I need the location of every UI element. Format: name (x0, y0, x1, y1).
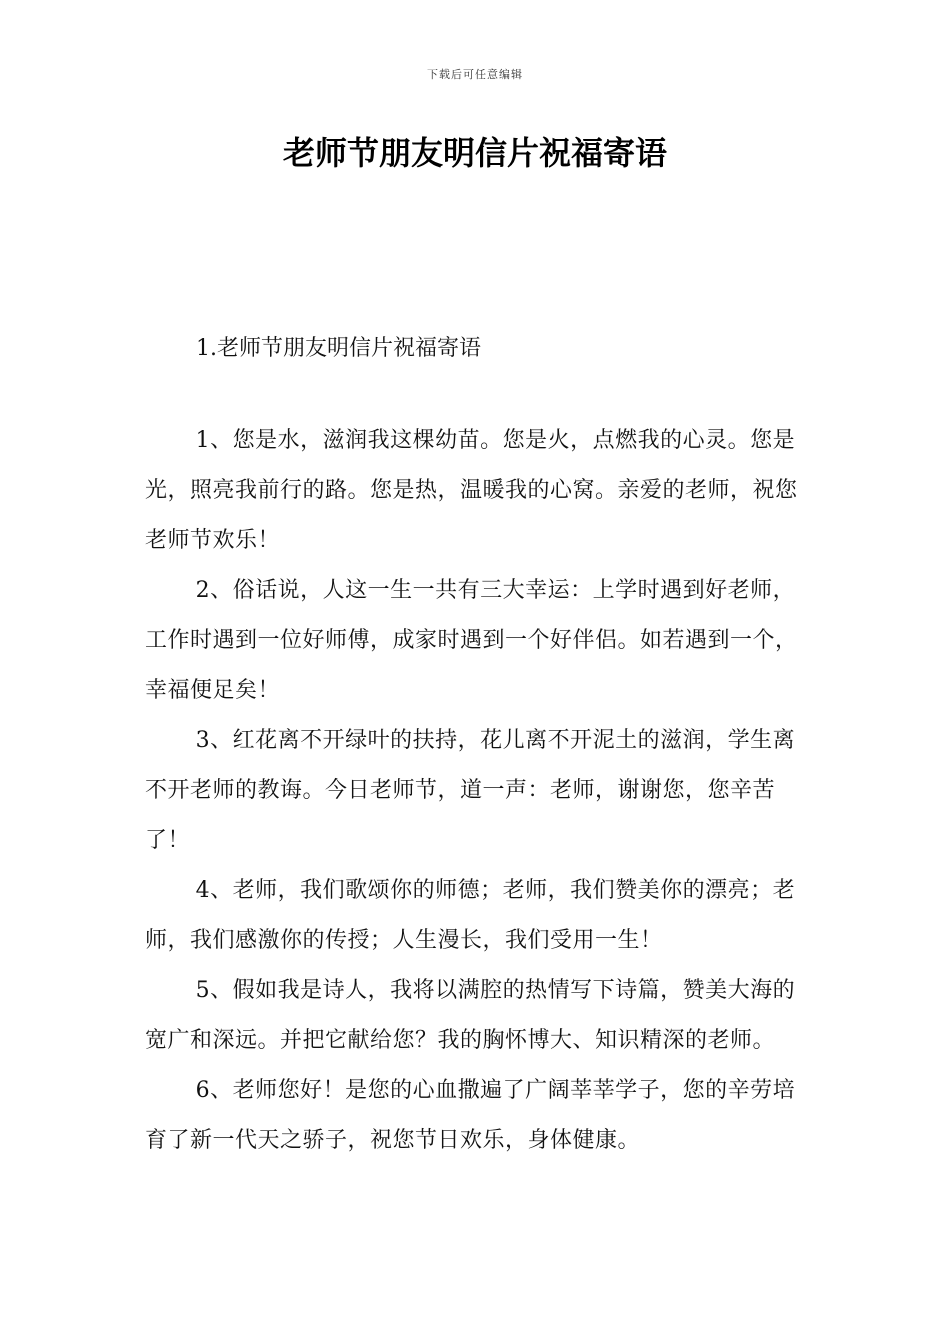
paragraph: 3、红花离不开绿叶的扶持，花儿离不开泥土的滋润，学生离不开老师的教诲。今日老师节，道一声：老师，谢谢您，您辛苦了！ (145, 728, 796, 853)
paragraph: 5、假如我是诗人，我将以满腔的热情写下诗篇，赞美大海的宽广和深远。并把它献给您？我的胸怀博大、知识精深的老师。 (145, 978, 796, 1053)
header-note: 下载后可任意编辑 (427, 68, 523, 81)
paragraph: 4、老师，我们歌颂你的师德；老师，我们赞美你的漂亮；老师，我们感激你的传授；人生漫长，我们受用一生！ (145, 878, 796, 953)
body-text (145, 416, 810, 1166)
section-heading: 1.老师节朋友明信片祝福寄语 (196, 336, 481, 361)
paragraph: 6、老师您好！是您的心血撒遍了广阔莘莘学子，您的辛劳培育了新一代天之骄子，祝您节日欢乐，身体健康。 (145, 1078, 796, 1153)
paragraph: 2、俗话说，人这一生一共有三大幸运：上学时遇到好老师，工作时遇到一位好师傅，成家时遇到一个好伴侣。如若遇到一个，幸福便足矣！ (145, 578, 798, 703)
page-title: 老师节朋友明信片祝福寄语 (282, 134, 667, 172)
paragraph: 1、您是水，滋润我这棵幼苗。您是火，点燃我的心灵。您是光，照亮我前行的路。您是热，温暖我的心窝。亲爱的老师，祝您老师节欢乐！ (145, 428, 798, 553)
